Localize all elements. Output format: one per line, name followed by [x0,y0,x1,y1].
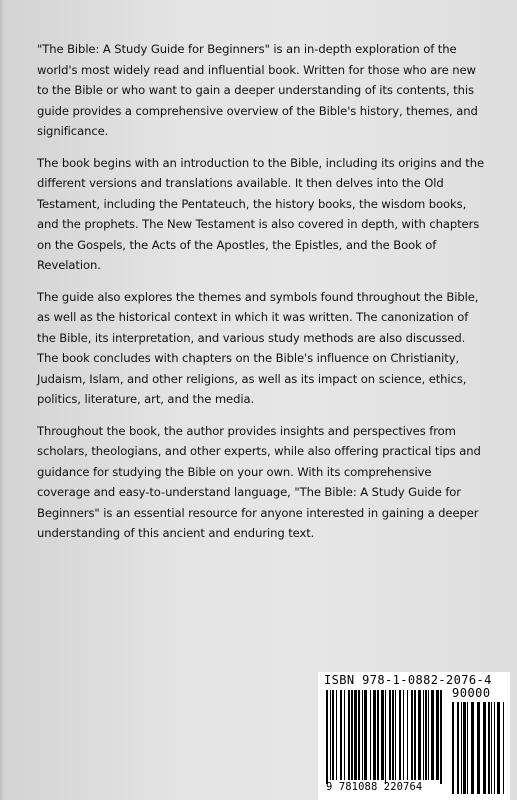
barcode-bar [491,702,492,794]
barcode-bar [370,690,371,780]
isbn-barcode [318,672,510,800]
barcode-bar [431,690,434,780]
barcode-bar [457,702,459,794]
barcode-bar [494,702,495,794]
barcode-bar [471,702,474,794]
barcode-bar [436,690,439,780]
barcode-bar [399,690,401,780]
barcode-bar [336,690,337,780]
blurb-paragraph-1: "The Bible: A Study Guide for Beginners" is an in-depth exploration of the world's most widely read and influential book. Written for those who are new to the Bible or who want to gain a deeper understanding of its contents, this guide provides a comprehensive overview of the Bible's history, themes, and significance. [37,42,478,138]
isbn-label: ISBN 978-1-0882-2076-4 [324,673,492,687]
barcode-bar [440,690,442,784]
ean-digits: 9 781088 220764 [326,781,423,793]
barcode-bar [348,690,350,780]
barcode-bar [389,690,391,780]
barcode-bar [364,690,367,780]
barcode-bar [332,690,334,780]
barcode-bar [395,690,396,780]
barcode-bar [403,690,404,780]
barcode-bar [340,690,342,780]
barcode-bar [326,690,328,784]
barcode-bar [414,690,416,780]
barcode-bar [358,690,360,780]
barcode-bar [392,690,394,780]
barcode-bar [407,690,408,780]
barcode-bar [497,702,500,794]
barcode-bar [362,690,363,780]
barcode-bar [503,702,504,794]
spine-edge [0,0,4,800]
barcode-bar [425,690,427,780]
barcode-bar [377,690,379,780]
barcode-bar [381,690,384,780]
barcode-bar [344,690,345,780]
barcode-bar [373,690,376,780]
barcode-bar [483,702,486,794]
barcode-bar [418,690,421,780]
price-addon-code: 90000 [452,686,491,700]
barcode-bar [467,702,468,794]
barcode-bar [351,690,353,780]
barcode-bar [477,702,480,794]
barcode-bar [354,690,357,780]
barcode-bar [452,702,454,794]
barcode-bar [461,702,462,794]
barcode-bar [411,690,413,780]
barcode-bar [385,690,386,784]
barcode-bar [330,690,331,780]
blurb-paragraph-3: The guide also explores the themes and symbols found throughout the Bible, as well as the historical context in which it was written. The canonization of the Bible, its interpretation, and various study methods are also discussed. The book concludes with chapters on the Bible's influence on Christianity, Judaism, Islam, and other religions, as well as its impact on science, ethics, politics, literature, art, and the media. [37,289,479,406]
barcode-bar [488,702,490,794]
barcode-bar [463,702,466,794]
blurb-paragraph-2: The book begins with an introduction to the Bible, including its origins and the different versions and translations available. It then delves into the Old Testament, including the Pentateuch, the history books, the wisdom books, and the prophets. The New Testament is also covered in depth, with chapters on the Gospels, the Acts of the Apostles, the Epistles, and the Book of Revelation. [37,155,484,272]
barcode-bar [423,690,424,780]
blurb-text [37,39,487,555]
barcode-bar [428,690,429,780]
blurb-paragraph-4: Throughout the book, the author provides insights and perspectives from scholars, theologians, and other experts, while also offering practical tips and guidance for studying the Bible on your own. With its comprehensive coverage and easy-to-understand language, "The Bible: A Study Guide for Beginners" is an essential resource for anyone interested in gaining a deeper understanding of this ancient and enduring text. [37,423,481,540]
